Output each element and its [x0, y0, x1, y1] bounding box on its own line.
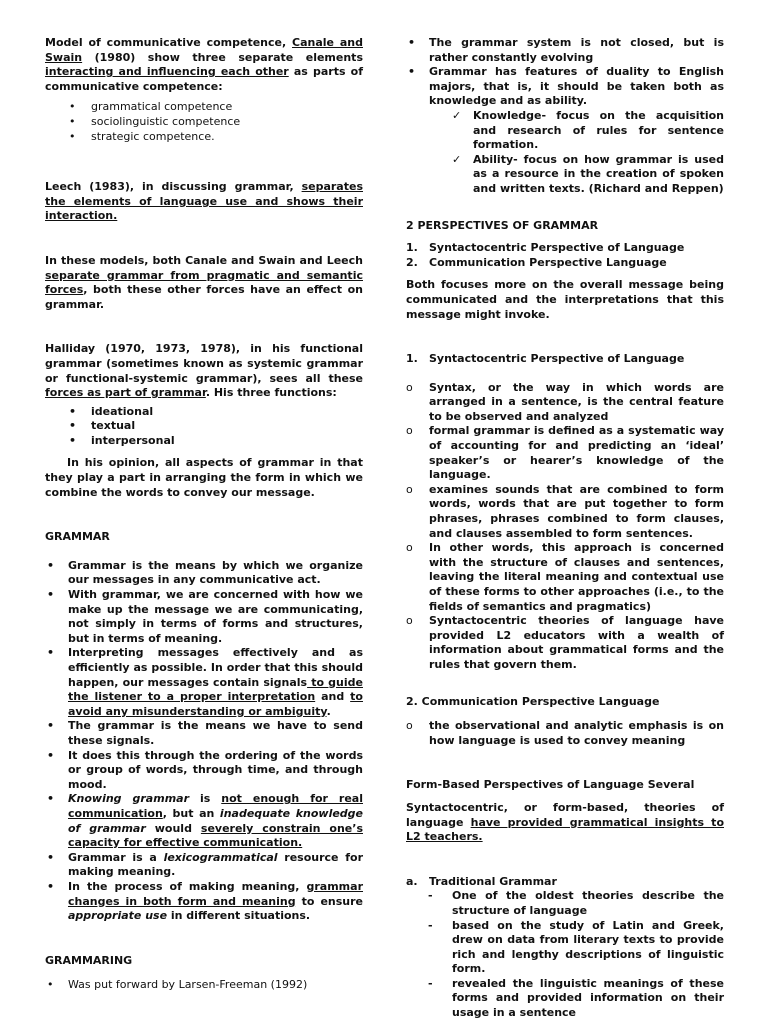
list-item: o formal grammar is defined as a systematic way of accounting for and predicting an ‘ideal’ speaker’s or hearer’s knowledge of the language. — [406, 424, 724, 482]
text-underlined: not enough for real communication — [68, 792, 363, 820]
text-underlined: forces as part of grammar — [45, 386, 206, 400]
list-item: • With grammar, we are concerned with how we make up the message we are communicating, not simply in terms of forms and structures, but in terms of meaning. — [45, 588, 363, 646]
list-item — [45, 646, 363, 719]
list-item — [45, 880, 363, 924]
heading-grammar: GRAMMAR — [45, 530, 110, 544]
text-underlined: separate grammar from pragmatic and semantic forces — [45, 268, 363, 297]
text-underlined: grammar changes in both form and meaning — [68, 879, 363, 908]
text-underlined: to guide the listener to a proper interpretation — [68, 675, 363, 704]
text-italic: appropriate use — [68, 909, 168, 923]
text: . His three functions: — [205, 386, 337, 400]
text: Grammar is a — [68, 850, 164, 864]
list-number: 2. — [406, 255, 418, 269]
list-item: • grammatical competence — [45, 100, 363, 115]
list-item: • It does this through the ordering of the words or group of words, through time, and through mood. — [45, 749, 363, 793]
list-item: ✓ Ability- focus on how grammar is used as a resource in the creation of spoken and written texts. (Richard and Reppen) — [406, 153, 724, 197]
list-number: 1. — [406, 352, 418, 366]
list-item: • interpersonal — [45, 434, 363, 449]
list-item: • Grammar has features of duality to English majors, that is, it should be taken both as knowledge and as ability. — [406, 65, 724, 109]
heading-form-based: Form-Based Perspectives of Language Several — [406, 778, 695, 792]
text: as parts of communicative competence: — [45, 65, 363, 93]
list-item: o examines sounds that are combined to form words, words that are put together to form phrases, phrases combined to form clauses, and clauses assembled to form sentences. — [406, 483, 724, 541]
functions-list — [45, 405, 363, 449]
left-column — [45, 36, 363, 993]
text: Leech (1983), in discussing grammar, — [45, 180, 302, 194]
text-underlined: interacting and influencing each other — [45, 65, 289, 79]
traditional-grammar-heading — [406, 875, 724, 890]
text: Syntactocentric, or form-based, theories of language — [406, 800, 724, 829]
list-item: • The grammar is the means we have to send these signals. — [45, 719, 363, 748]
list-item — [406, 256, 724, 271]
list-item: • The grammar system is not closed, but is rather constantly evolving — [406, 36, 724, 65]
text: is — [189, 792, 222, 806]
knowledge-ability-list — [406, 109, 724, 197]
paragraph-opinion: In his opinion, all aspects of grammar in that they play a part in arranging the form in which we combine the words to convey our message. — [45, 456, 363, 499]
list-item — [406, 241, 724, 256]
text-underlined: separates the elements of language use and shows their interaction. — [45, 180, 363, 223]
list-item: ✓ Knowledge- focus on the acquisition and research of rules for sentence formation. — [406, 109, 724, 153]
text-underlined: severely constrain one’s capacity for effective communication. — [68, 821, 363, 850]
text: In these models, both Canale and Swain and Leech — [45, 253, 363, 267]
heading-perspectives: 2 PERSPECTIVES OF GRAMMAR — [406, 218, 599, 232]
paragraph-leech — [45, 180, 363, 224]
text-underlined: Canale and Swain — [45, 36, 363, 64]
text: (1980) show three separate elements — [82, 50, 363, 64]
text: Model of communicative competence, — [45, 36, 293, 49]
list-item: o Syntactocentric theories of language have provided L2 educators with a wealth of information about grammatical forms and the rules that govern them. — [406, 614, 724, 672]
grammar-list — [45, 559, 363, 924]
list-number: a. — [406, 874, 418, 888]
grammar-system-list — [406, 36, 724, 109]
text: . — [326, 704, 331, 718]
competence-list — [45, 100, 363, 144]
text-underlined: have provided grammatical insights to L2 teachers. — [406, 815, 724, 844]
text: and — [315, 690, 351, 704]
text: , but an — [162, 806, 220, 820]
text: Interpreting messages effectively and as efficiently as possible. In order that this should happen, our messages contain signals — [68, 646, 363, 689]
communication-list — [406, 719, 724, 748]
list-item: • sociolinguistic competence — [45, 115, 363, 130]
list-number: 1. — [406, 241, 418, 255]
text-italic: lexicogrammatical — [163, 850, 278, 864]
paragraph-form-based — [406, 801, 724, 845]
list-item — [406, 352, 724, 367]
text: Traditional Grammar — [429, 874, 557, 888]
paragraph-both-focus: Both focuses more on the overall message being communicated and the interpretations that this message might invoke. — [406, 278, 724, 321]
text: Syntactocentric Perspective of Language — [429, 241, 685, 255]
list-item — [406, 875, 724, 890]
list-item: • strategic competence. — [45, 130, 363, 145]
grammaring-list — [45, 978, 363, 993]
list-item: o In other words, this approach is concerned with the structure of clauses and sentences, leaving the literal meaning and contextual use of these forms to other approaches (i.e., to the fields of semantics and pragmatics) — [406, 541, 724, 614]
list-item: • Was put forward by Larsen-Freeman (1992) — [45, 978, 363, 993]
traditional-grammar-list — [406, 889, 724, 1020]
text-italic: Knowing grammar — [68, 792, 190, 806]
list-item: - based on the study of Latin and Greek, drew on data from literary texts to provide rich and lengthy descriptions of linguistic form. — [406, 919, 724, 977]
list-item: • textual — [45, 419, 363, 434]
paragraph-canale-swain — [45, 36, 363, 94]
list-item: - One of the oldest theories describe the structure of language — [406, 889, 724, 918]
paragraph-halliday — [45, 342, 363, 400]
list-item: o Syntax, or the way in which words are arranged in a sentence, is the central feature to be observed and analyzed — [406, 381, 724, 425]
text: Halliday (1970, 1973, 1978), in his functional grammar (sometimes known as systemic grammar or functional-systemic grammar), sees all these — [45, 342, 363, 385]
paragraph-models — [45, 254, 363, 312]
text: to ensure — [295, 894, 363, 908]
list-item — [45, 851, 363, 880]
text: In the process of making meaning, — [68, 879, 307, 893]
list-item: o the observational and analytic emphasis is on how language is used to convey meaning — [406, 719, 724, 748]
list-item: • Grammar is the means by which we organize our messages in any communicative act. — [45, 559, 363, 588]
text: Syntactocentric Perspective of Language — [429, 352, 685, 366]
heading-communication: 2. Communication Perspective Language — [406, 694, 660, 708]
perspectives-list — [406, 241, 724, 270]
list-item — [45, 792, 363, 850]
heading-grammaring: GRAMMARING — [45, 953, 133, 967]
list-item: • ideational — [45, 405, 363, 420]
text: , both these other forces have an effect on grammar. — [45, 283, 363, 311]
right-column — [406, 36, 724, 1021]
text: would — [145, 821, 201, 835]
syntactocentric-heading — [406, 352, 724, 367]
text: Communication Perspective Language — [429, 255, 667, 269]
text-italic: inadequate knowledge of grammar — [68, 806, 364, 835]
text-underlined: to avoid any misunderstanding or ambiguity — [68, 690, 363, 718]
text: in different situations. — [167, 909, 311, 923]
syntactocentric-list — [406, 381, 724, 673]
text: resource for making meaning. — [68, 850, 363, 879]
list-item: - revealed the linguistic meanings of these forms and provided information on their usage in a sentence — [406, 977, 724, 1021]
